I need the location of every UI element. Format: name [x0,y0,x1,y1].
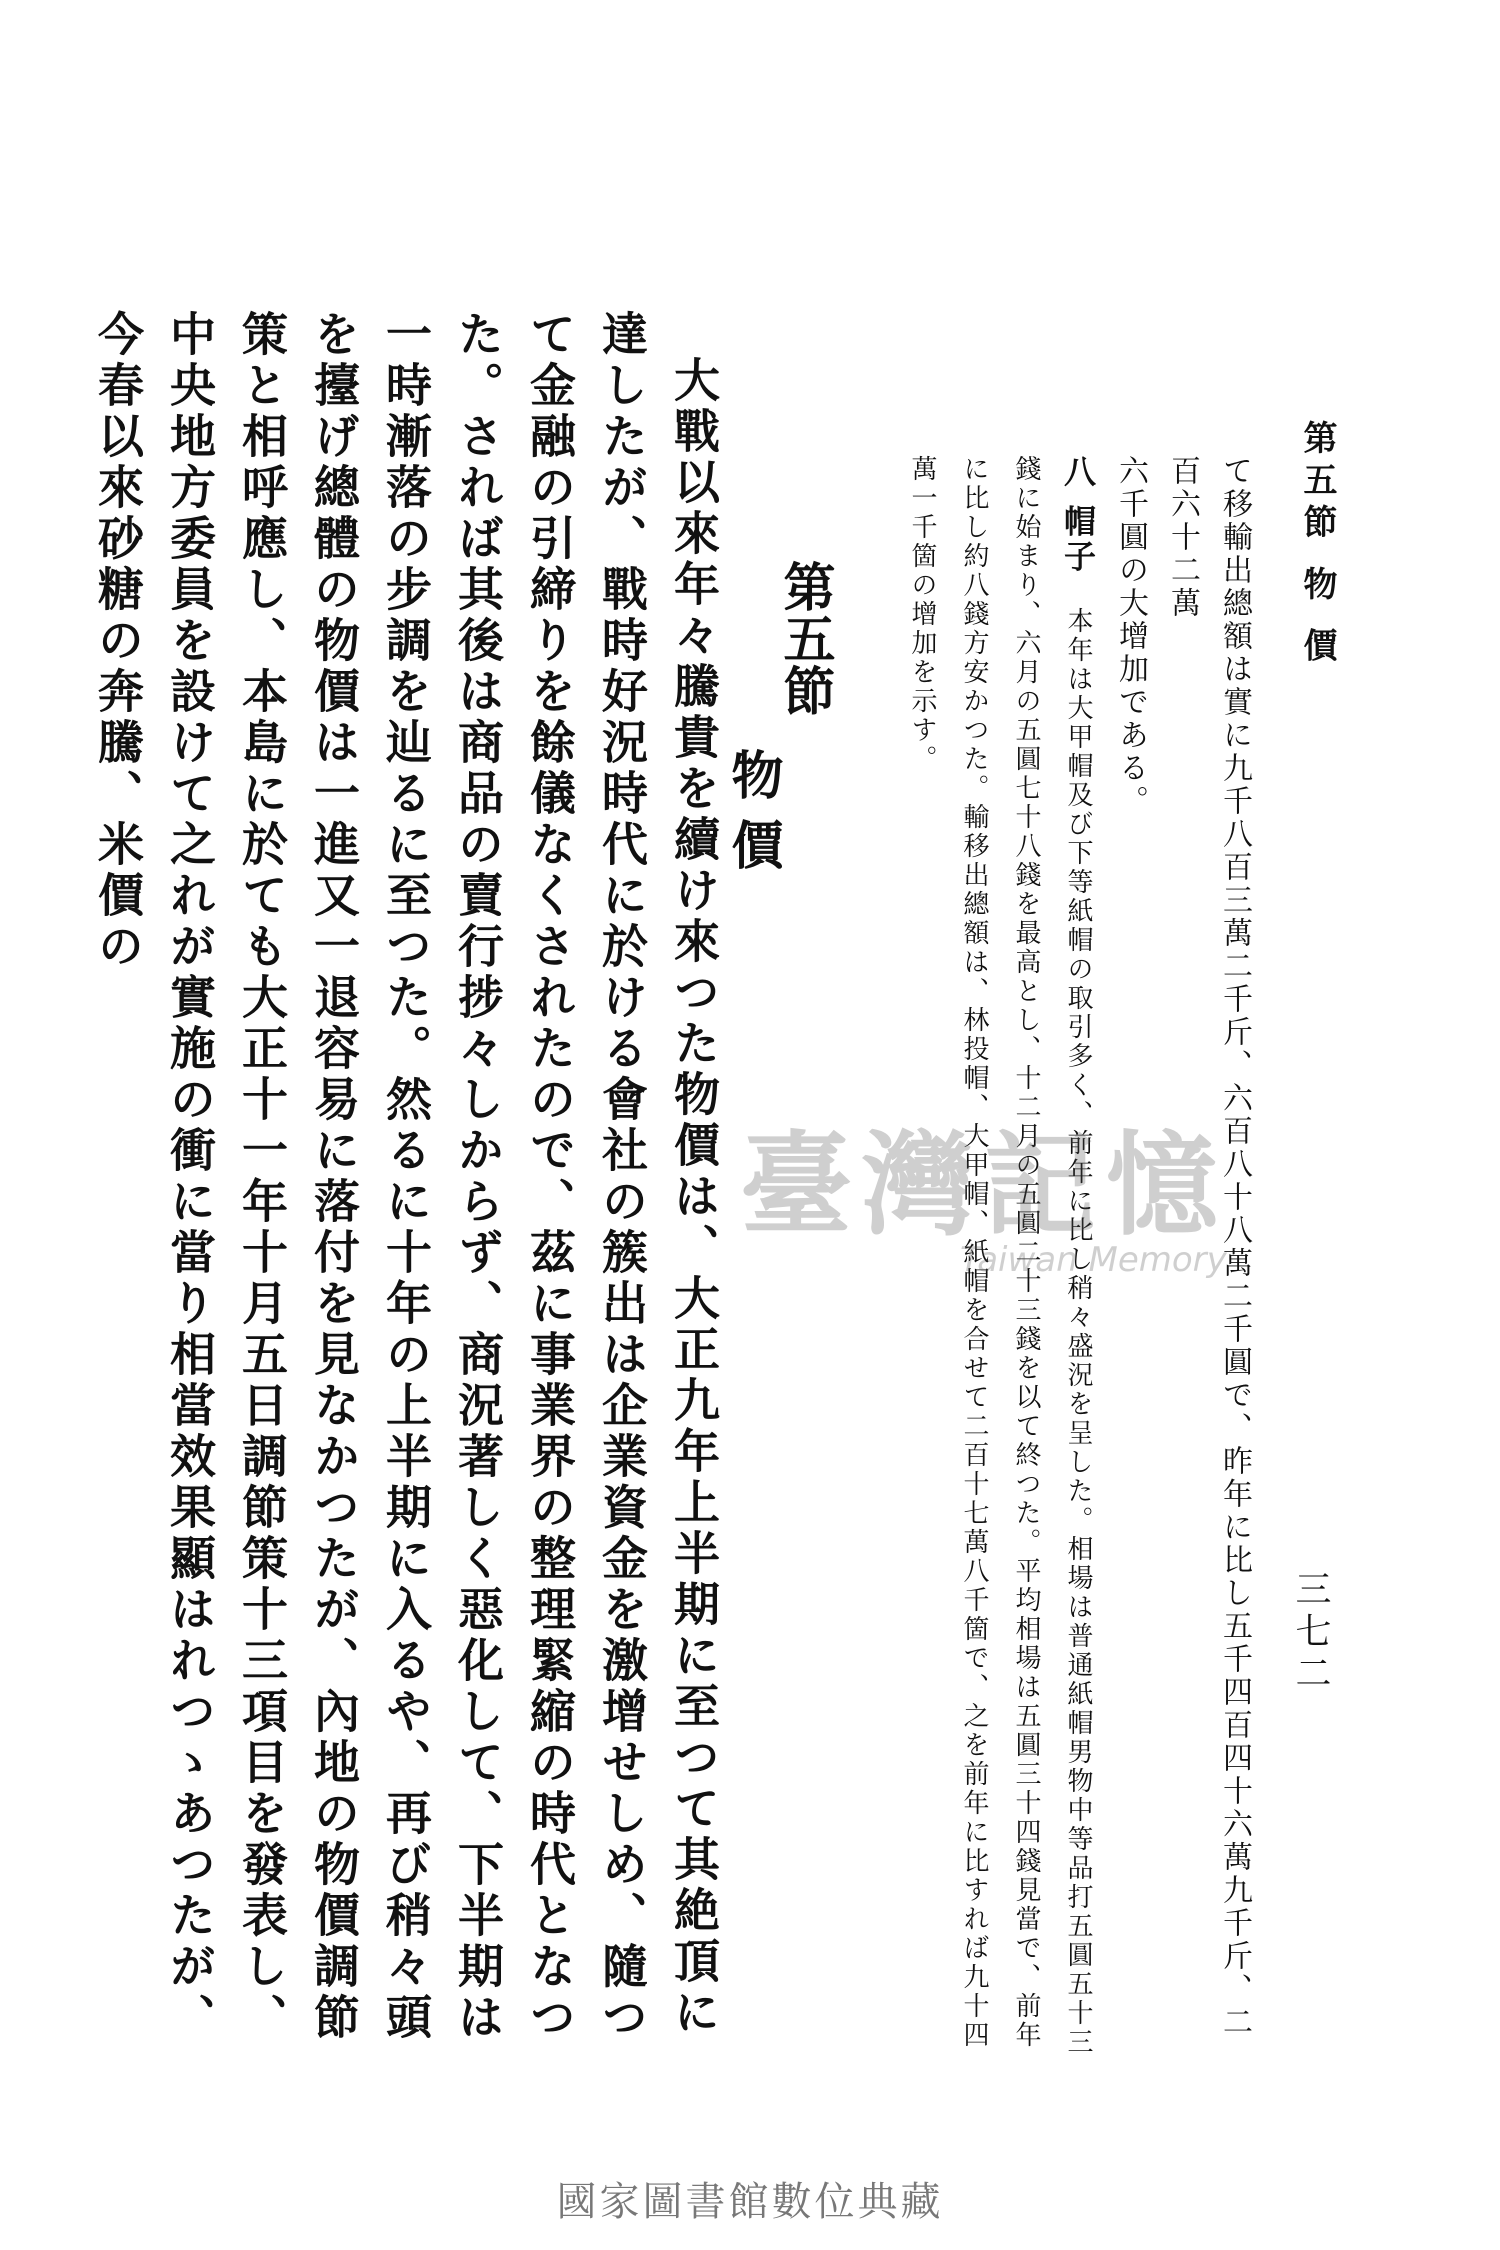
hats-paragraph [896,455,1104,2065]
prior-line-2: 六千圓の大增加である。 [1113,455,1148,818]
prior-line-1: て移輸出總額は實に九千八百三萬二千斤、六百八十八萬二千圓で、昨年に比し五千四百四十六萬九千斤、二百六十二萬 [1165,455,1252,2039]
body-paragraph: 大戰以來年々騰貴を續け來つた物價は、大正九年上半期に至つて其絶頂に達したが、戰時好況時代に於ける會社の簇出は企業資金を激增せしめ、隨つて金融の引締りを餘儀なくされたので、茲に事業界の整理緊縮の時代となつた。されば其後は商品の賣行捗々しからず、商況著しく惡化して、下半期は一時漸落の步調を辿るに至つた。然るに十年の上半期に入るや、再び稍々頭を擡げ總體の物價は一進又一退容易に落付を見なかつたが、內地の物價調節策と相呼應し、本島に於ても大正十一年十月五日調節策十三項目を發表し、中央地方委員を設けて之れが實施の衝に當り相當效果顯はれつゝあつたが、今春以來砂糖の奔騰、米價の [91,310,721,2044]
watermark-chinese: 臺灣記憶 [740,1120,1228,1251]
page-number: 三七二 [1290,1570,1331,1696]
item-label: 八 帽子 [1059,455,1097,575]
section-heading [722,560,835,1120]
running-header: 第五節 物 價 [1297,420,1337,670]
prior-section-text [907,455,1260,2065]
item-text: 本年は大甲帽及び下等紙帽の取引多く、前年に比し稍々盛況を呈した。相場は普通紙帽男物中等品打五圓五十三錢に始まり、六月の五圓七十八錢を最高とし、十二月の五圓二十三錢を以て終つた。平均相場は五圓三十四錢見當で、前年に比し約八錢方安かつた。輸移出總額は、林投帽、大甲帽、紙帽を合せて二百十七萬八千箇で、之を前年に比すれば九十四萬一千箇の增加を示す。 [907,455,1093,2058]
watermark-english: Taiwan Memory [960,1240,1227,1280]
main-body-text [91,310,730,2060]
section-number: 第五節 [774,560,835,716]
section-title: 物 價 [722,748,783,871]
collection-footer: 國家圖書館數位典藏 [556,2179,944,2225]
